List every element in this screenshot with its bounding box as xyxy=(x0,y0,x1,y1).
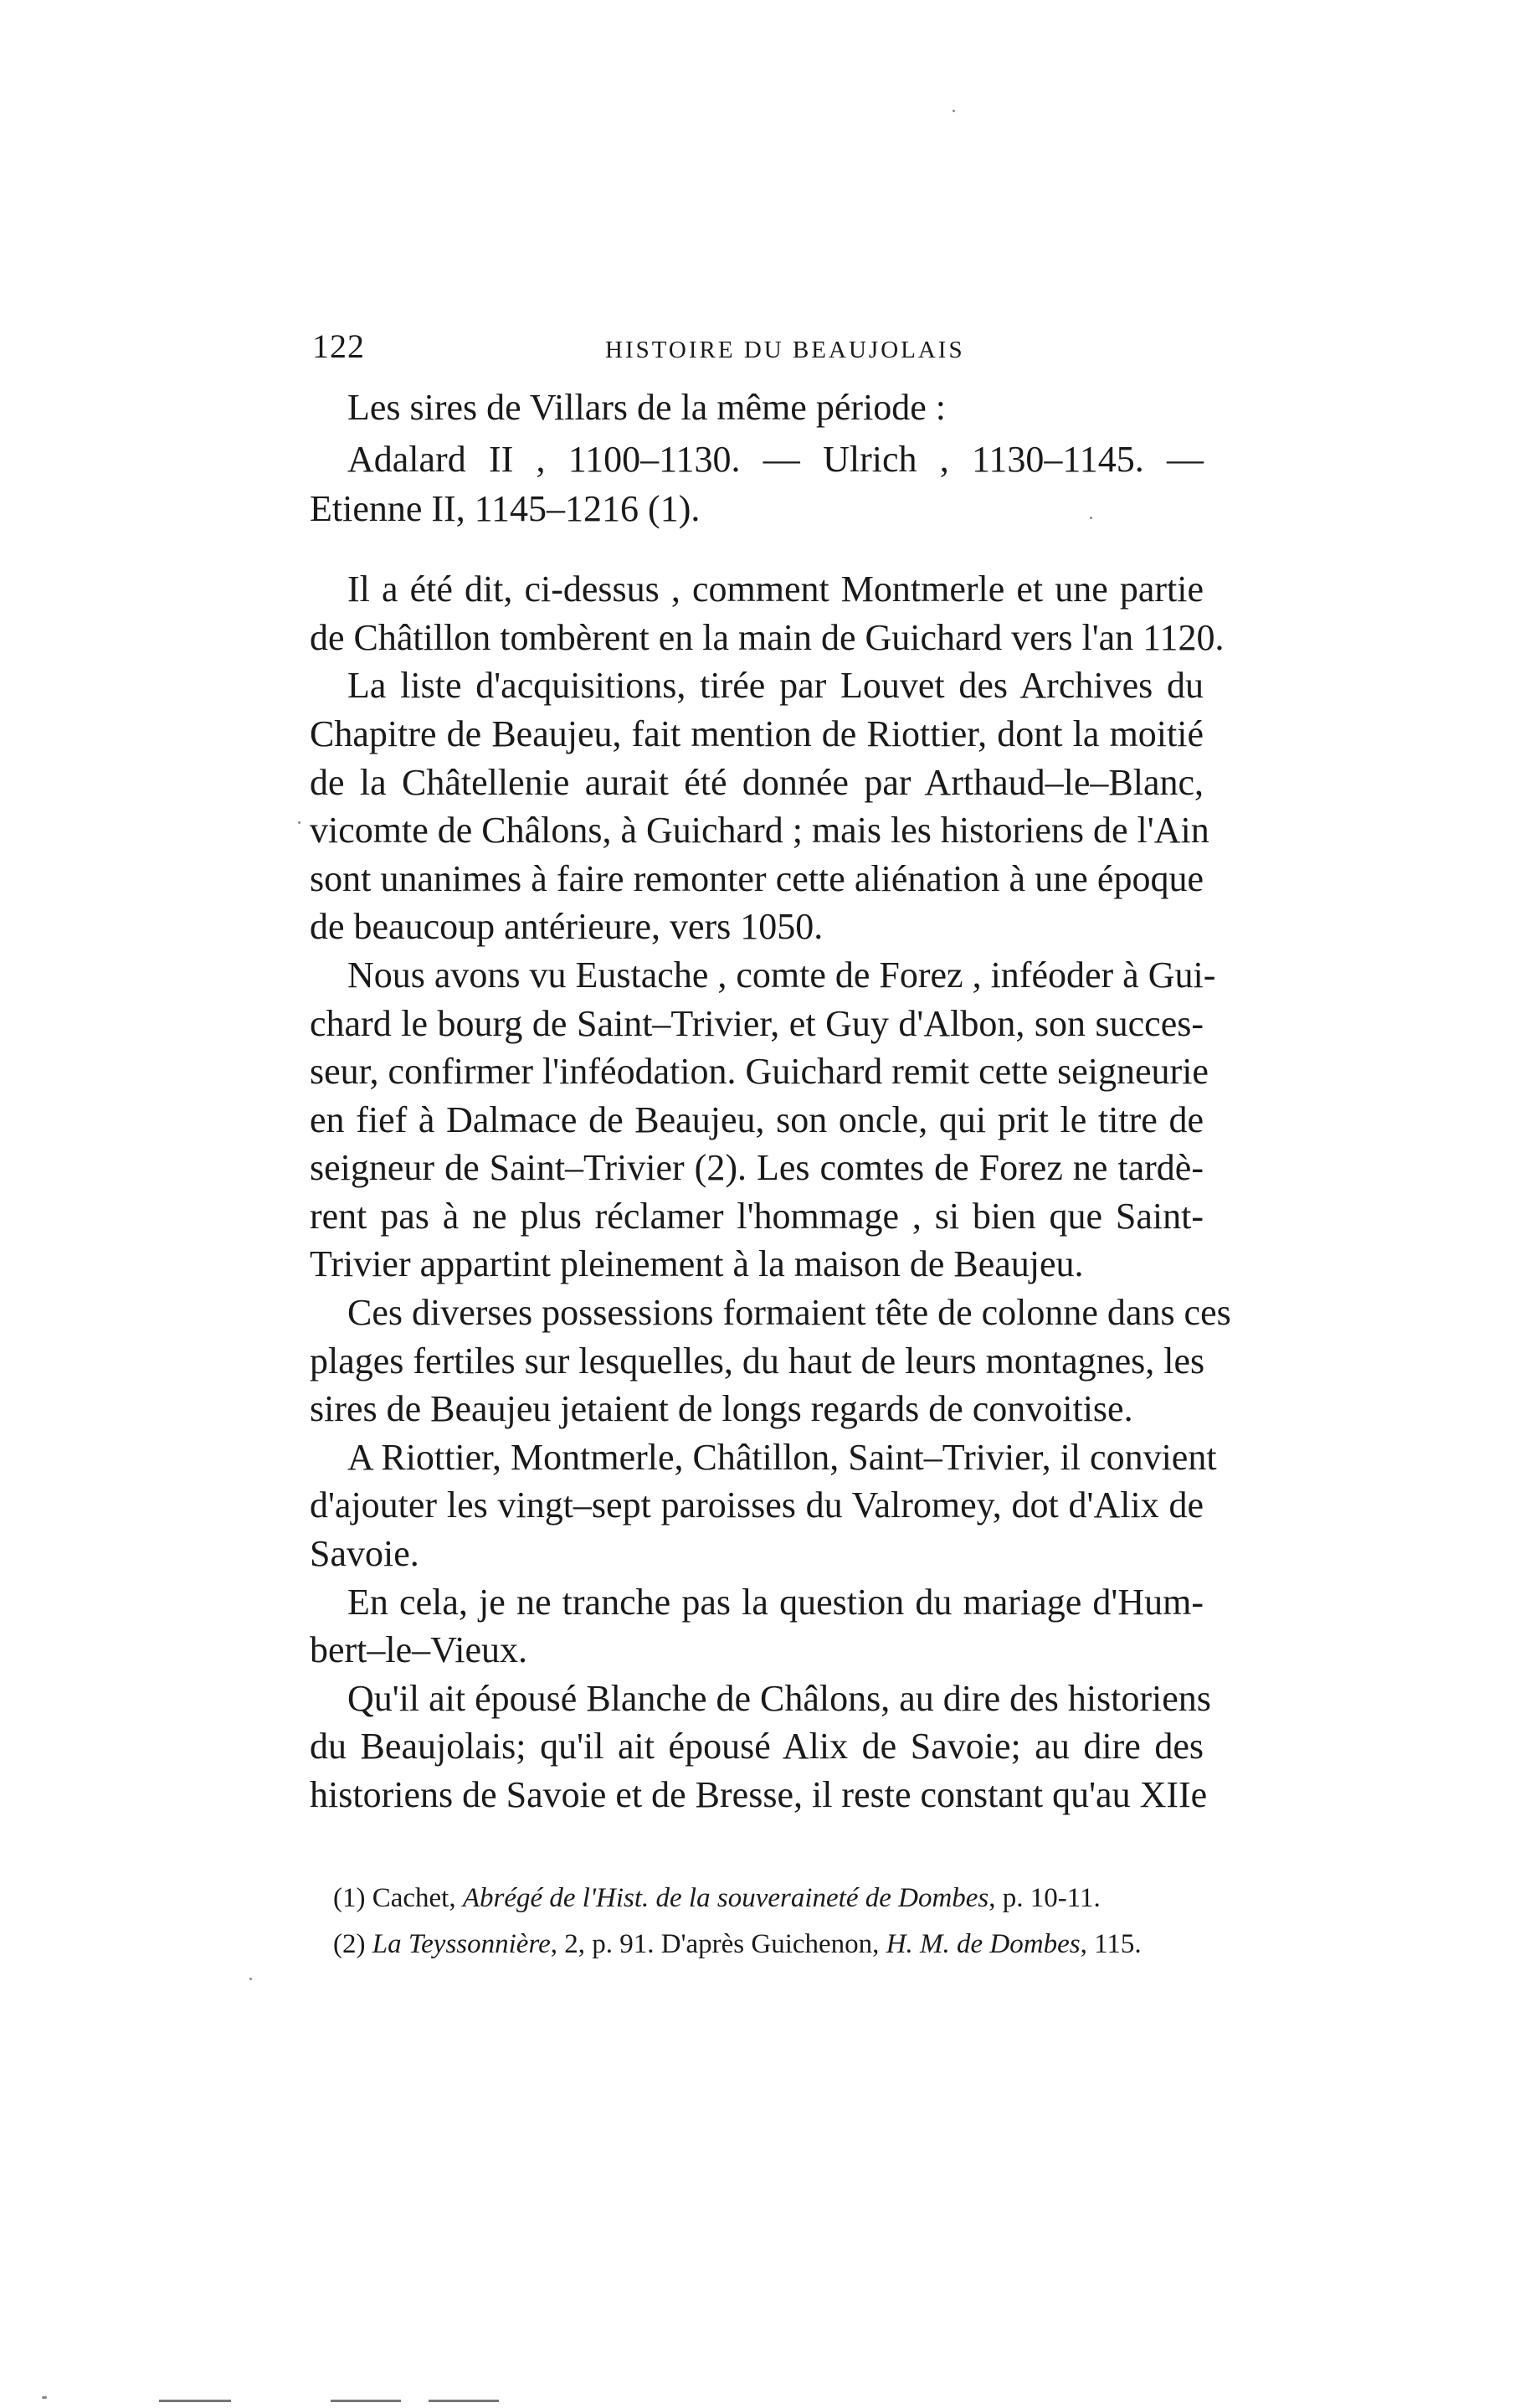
text-line: en fief à Dalmace de Beaujeu, son oncle, qui prit le titre de xyxy=(310,1099,1204,1140)
footnote-ref: , 2, p. 91. D'après Guichenon, xyxy=(550,1929,880,1959)
text-line: sont unanimes à faire remonter cette aliénation à une époque xyxy=(310,858,1204,899)
footnote-2 xyxy=(333,1926,1142,1963)
footnote-work: H. M. de Dombes xyxy=(886,1929,1081,1959)
text-line: bert–le–Vieux. xyxy=(310,1629,528,1670)
text-line: d'ajouter les vingt–sept paroisses du Valromey, dot d'Alix de xyxy=(310,1484,1204,1526)
scan-speck xyxy=(953,110,955,112)
page-number: 122 xyxy=(312,327,365,365)
text-line: de la Châtellenie aurait été donnée par Arthaud–le–Blanc, xyxy=(310,762,1204,803)
running-title: HISTOIRE DU BEAUJOLAIS xyxy=(605,337,965,363)
footnote-author: La Teyssonnière xyxy=(372,1929,551,1959)
text-line: sires de Beaujeu jetaient de longs regards de convoitise. xyxy=(310,1388,1133,1429)
footnote-author: Cachet, xyxy=(372,1883,456,1913)
text-line: seigneur de Saint–Trivier (2). Les comtes de Forez ne tardè- xyxy=(310,1147,1204,1188)
text-line: Chapitre de Beaujeu, fait mention de Riottier, dont la moitié xyxy=(310,713,1204,754)
scan-mark xyxy=(159,2400,231,2402)
text-line: du Beaujolais; qu'il ait épousé Alix de Savoie; au dire des xyxy=(310,1726,1204,1767)
scan-speck xyxy=(249,1978,252,1980)
scan-mark xyxy=(331,2400,401,2402)
footnote-ref: , 115. xyxy=(1080,1929,1142,1959)
footnote-mark: (2) xyxy=(333,1929,366,1959)
text-line: vicomte de Châlons, à Guichard ; mais les historiens de l'Ain xyxy=(310,810,1209,851)
text-line: A Riottier, Montmerle, Châtillon, Saint–Trivier, il convient xyxy=(347,1437,1217,1478)
text-line: seur, confirmer l'inféodation. Guichard remit cette seigneurie xyxy=(310,1051,1209,1092)
text-line: de beaucoup antérieure, vers 1050. xyxy=(310,906,824,947)
scan-mark xyxy=(429,2400,499,2402)
text-line: de Châtillon tombèrent en la main de Guichard vers l'an 1120. xyxy=(310,617,1225,658)
text-line: plages fertiles sur lesquelles, du haut de leurs montagnes, les xyxy=(310,1340,1205,1382)
text-line: Ces diverses possessions formaient tête de colonne dans ces xyxy=(347,1292,1231,1333)
text-line: La liste d'acquisitions, tirée par Louvet des Archives du xyxy=(347,665,1204,706)
text-line: rent pas à ne plus réclamer l'hommage , si bien que Saint- xyxy=(310,1196,1204,1237)
scan-speck xyxy=(1090,517,1092,519)
footnote-work: Abrégé de l'Hist. de la souveraineté de Dombes xyxy=(462,1883,989,1913)
text-line: Les sires de Villars de la même période : xyxy=(347,387,946,428)
text-line: Etienne II, 1145–1216 (1). xyxy=(310,488,701,529)
scan-speck xyxy=(298,821,300,824)
text-line: En cela, je ne tranche pas la question du mariage d'Hum- xyxy=(347,1582,1204,1623)
text-line: Il a été dit, ci-dessus , comment Montmerle et une partie xyxy=(347,569,1204,610)
text-line: historiens de Savoie et de Bresse, il reste constant qu'au XIIe xyxy=(310,1774,1208,1815)
scan-speck xyxy=(42,2396,47,2399)
text-line: Savoie. xyxy=(310,1533,419,1574)
text-line: Adalard II , 1100–1130. — Ulrich , 1130–1145. — xyxy=(347,439,1204,480)
footnote-1 xyxy=(333,1880,1101,1917)
text-line: Nous avons vu Eustache , comte de Forez , inféoder à Gui- xyxy=(347,954,1216,996)
text-line: Qu'il ait épousé Blanche de Châlons, au dire des historiens xyxy=(347,1678,1211,1719)
text-line: chard le bourg de Saint–Trivier, et Guy d'Albon, son succes- xyxy=(310,1003,1204,1044)
footnote-mark: (1) xyxy=(333,1883,366,1913)
footnote-ref: , p. 10-11. xyxy=(989,1883,1101,1913)
text-line: Trivier appartint pleinement à la maison de Beaujeu. xyxy=(310,1243,1084,1284)
